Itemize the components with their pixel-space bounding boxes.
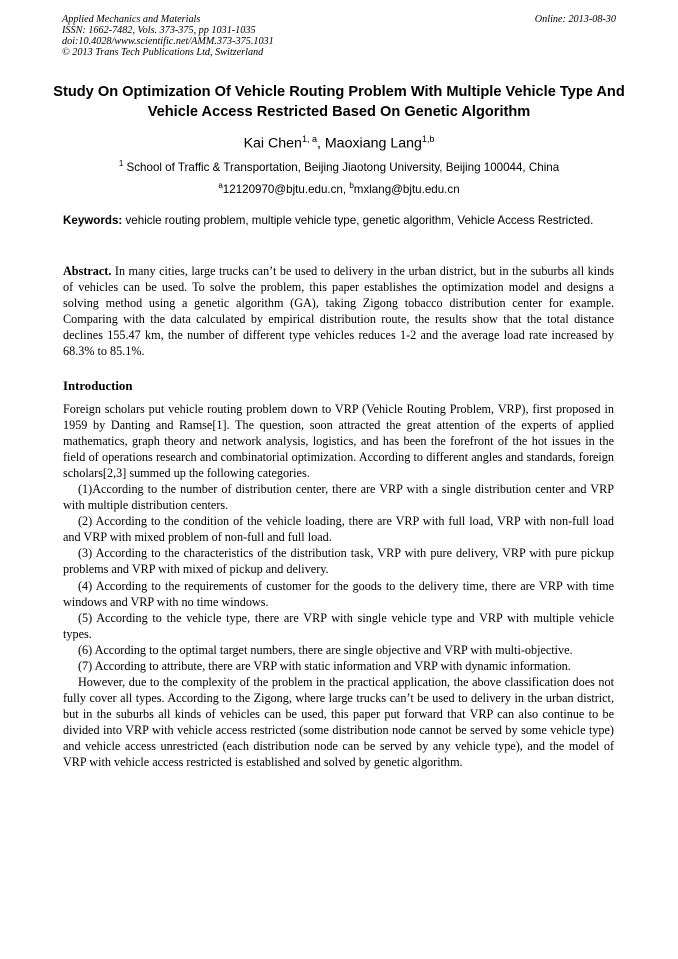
paragraph: However, due to the complexity of the problem in the practical application, the above classification does not fully cover all types. According to the Zigong, where large trucks can’t be used to delivery in the urban district, but in the suburbs all kinds of vehicles can be used, this paper put forward that VRP can also continue to be divided into VRP with vehicle access restricted (some distribution node cannot be served by some vehicle type) and vehicle access unrestricted (each distribution node can be served by any vehicle type), and the model of VRP with vehicle access restricted is established and solved by genetic algorithm. [63,674,614,770]
paragraph: (6) According to the optimal target numbers, there are single objective and VRP with multi-objective. [78,642,573,657]
author-superscript: 1, a [301,134,317,144]
online-date: Online: 2013-08-30 [534,14,616,25]
abstract-text: In many cities, large trucks can’t be used to delivery in the urban district, but in the suburbs all kinds of vehicles can be used. To solve the problem, this paper establishes the optimization model and designs a solving method using a genetic algorithm (GA), taking Zigong tobacco distribution center for example. Comparing with the data calculated by empirical distribution route, the results show that the total distance declines 155.47 km, the number of different type vehicles reduces 1-2 and the average load rate increased by 68.3% to 85.1%. [63,264,614,358]
author-name: Kai Chen [243,135,302,152]
email-marker: a [218,181,223,190]
affiliation-text: School of Traffic & Transportation, Beijing Jiaotong University, Beijing 100044, China [126,160,560,174]
paragraph: (5) According to the vehicle type, there are VRP with single vehicle type and VRP with multiple vehicle types. [63,610,614,641]
email-address: 12120970@bjtu.edu.cn, [222,182,350,196]
affiliation-marker: 1 [118,159,124,168]
email-marker: b [349,181,354,190]
abstract [63,263,614,359]
paragraph: (3) According to the characteristics of the distribution task, VRP with pure delivery, VRP with pure pickup problems and VRP with mixed of pickup and delivery. [63,546,614,577]
doi-line: doi:10.4028/www.scientific.net/AMM.373-375.1031 [62,36,274,47]
journal-name: Applied Mechanics and Materials [62,14,201,25]
journal-header [62,14,616,58]
paragraph: Foreign scholars put vehicle routing problem down to VRP (Vehicle Routing Problem, VRP), first proposed in 1959 by Danting and Ramse[1]. The question, soon attracted the great attention of the experts of applied mathematics, graph theory and network analysis, logistics, and has been the forefront of the hot issues in the field of operations research and combinatorial optimization. According to different angles and standards, foreign scholars[2,3] summed up the following categories. [63,402,614,481]
affiliation [0,156,678,176]
author-superscript: 1,b [421,134,435,144]
author-line [0,130,678,153]
paragraph: (1)According to the number of distribution center, there are VRP with a single distribution center and VRP with multiple distribution centers. [63,482,614,513]
author-separator: , [316,135,325,152]
paper-title: Study On Optimization Of Vehicle Routing Problem With Multiple Vehicle Type And Vehicle Access Restricted Based On Genetic Algorithm [53,84,625,120]
paragraph: (2) According to the condition of the vehicle loading, there are VRP with full load, VRP with non-full load and VRP with mixed problem of non-full and full load. [63,514,614,545]
paragraph: (7) According to attribute, there are VRP with static information and VRP with dynamic information. [78,658,571,673]
keywords-label: Keywords: [63,214,123,227]
copyright-line: © 2013 Trans Tech Publications Ltd, Switzerland [62,47,264,58]
email-address: mxlang@bjtu.edu.cn [353,182,460,196]
issn-line: ISSN: 1662-7482, Vols. 373-375, pp 1031-1035 [62,25,256,36]
section-heading-introduction: Introduction [63,379,133,393]
author-name: Maoxiang Lang [324,135,422,152]
email-line [0,178,678,198]
keywords [63,213,614,229]
abstract-label: Abstract. [63,264,112,278]
paragraph: (4) According to the requirements of customer for the goods to the delivery time, there are VRP with time windows and VRP with no time windows. [63,578,614,609]
introduction-body [63,401,614,770]
keywords-text: vehicle routing problem, multiple vehicle type, genetic algorithm, Vehicle Access Restricted. [122,214,594,227]
